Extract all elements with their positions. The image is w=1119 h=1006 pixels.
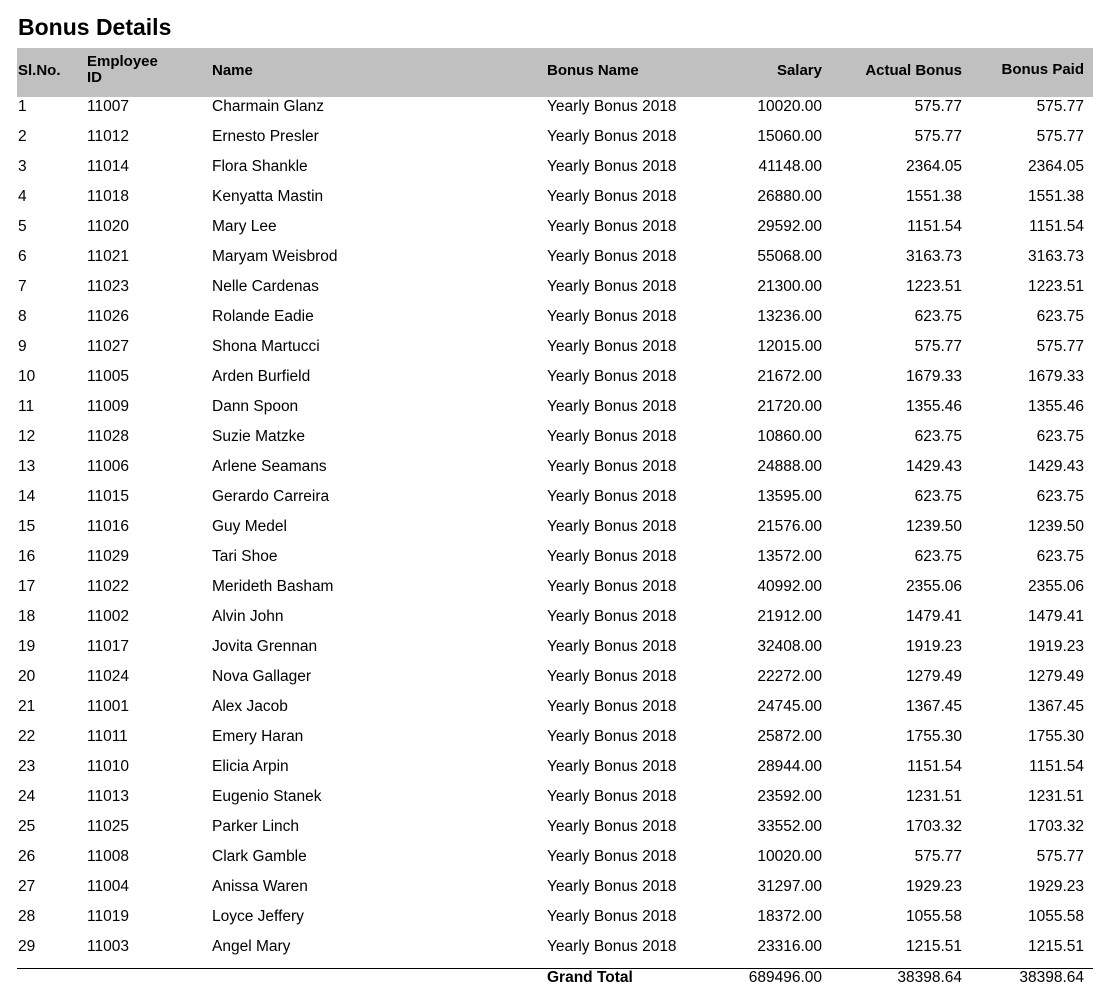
cell-salary: 12015.00	[757, 338, 822, 355]
cell-sl-no: 21	[18, 698, 36, 715]
cell-actual-bonus: 1355.46	[905, 398, 962, 415]
cell-sl-no: 7	[18, 278, 27, 295]
cell-actual-bonus: 575.77	[914, 338, 962, 355]
table-row	[17, 782, 1093, 812]
cell-bonus-paid: 1479.41	[1027, 608, 1084, 625]
cell-actual-bonus: 1703.32	[905, 818, 962, 835]
grand-total-salary: 689496.00	[748, 969, 822, 986]
cell-salary: 21300.00	[757, 278, 822, 295]
table-row	[17, 842, 1093, 872]
cell-sl-no: 2	[18, 128, 27, 145]
cell-bonus-name: Yearly Bonus 2018	[547, 878, 677, 895]
cell-salary: 24745.00	[757, 698, 822, 715]
cell-name: Arlene Seamans	[212, 458, 327, 475]
cell-sl-no: 15	[18, 518, 36, 535]
cell-sl-no: 9	[18, 338, 27, 355]
cell-salary: 55068.00	[757, 248, 822, 265]
cell-name: Rolande Eadie	[212, 308, 314, 325]
cell-bonus-name: Yearly Bonus 2018	[547, 488, 677, 505]
column-header-bonus-name: Bonus Name	[547, 62, 639, 79]
cell-employee-id: 11020	[87, 218, 129, 235]
cell-salary: 21672.00	[757, 368, 822, 385]
cell-bonus-name: Yearly Bonus 2018	[547, 158, 677, 175]
cell-sl-no: 6	[18, 248, 27, 265]
cell-name: Eugenio Stanek	[212, 788, 322, 805]
cell-name: Arden Burfield	[212, 368, 311, 385]
cell-salary: 21576.00	[757, 518, 822, 535]
cell-actual-bonus: 1279.49	[905, 668, 962, 685]
cell-salary: 32408.00	[757, 638, 822, 655]
table-row	[17, 602, 1093, 632]
cell-bonus-paid: 1551.38	[1027, 188, 1084, 205]
cell-sl-no: 1	[18, 98, 27, 115]
cell-bonus-name: Yearly Bonus 2018	[547, 248, 677, 265]
cell-actual-bonus: 1429.43	[905, 458, 962, 475]
cell-bonus-name: Yearly Bonus 2018	[547, 608, 677, 625]
cell-bonus-name: Yearly Bonus 2018	[547, 848, 677, 865]
cell-sl-no: 22	[18, 728, 36, 745]
cell-employee-id: 11016	[87, 518, 129, 535]
grand-total-actual-bonus: 38398.64	[897, 969, 962, 986]
cell-bonus-name: Yearly Bonus 2018	[547, 458, 677, 475]
cell-bonus-paid: 623.75	[1036, 428, 1084, 445]
cell-sl-no: 16	[18, 548, 36, 565]
cell-name: Alvin John	[212, 608, 284, 625]
cell-sl-no: 27	[18, 878, 36, 895]
cell-bonus-name: Yearly Bonus 2018	[547, 668, 677, 685]
cell-salary: 21720.00	[757, 398, 822, 415]
cell-employee-id: 11021	[87, 248, 129, 265]
cell-salary: 22272.00	[757, 668, 822, 685]
cell-bonus-name: Yearly Bonus 2018	[547, 908, 677, 925]
cell-name: Shona Martucci	[212, 338, 320, 355]
cell-bonus-paid: 1919.23	[1027, 638, 1084, 655]
cell-bonus-paid: 623.75	[1036, 488, 1084, 505]
cell-actual-bonus: 623.75	[914, 548, 962, 565]
cell-bonus-name: Yearly Bonus 2018	[547, 308, 677, 325]
cell-actual-bonus: 575.77	[914, 128, 962, 145]
cell-salary: 18372.00	[757, 908, 822, 925]
cell-sl-no: 10	[18, 368, 36, 385]
table-row	[17, 422, 1093, 452]
cell-actual-bonus: 1755.30	[905, 728, 962, 745]
grand-total-row	[17, 968, 1093, 988]
cell-employee-id: 11009	[87, 398, 129, 415]
cell-employee-id: 11014	[87, 158, 129, 175]
cell-actual-bonus: 1679.33	[905, 368, 962, 385]
cell-employee-id: 11007	[87, 98, 129, 115]
cell-bonus-name: Yearly Bonus 2018	[547, 398, 677, 415]
table-row	[17, 482, 1093, 512]
cell-name: Suzie Matzke	[212, 428, 306, 445]
cell-employee-id: 11026	[87, 308, 129, 325]
cell-sl-no: 5	[18, 218, 27, 235]
cell-name: Angel Mary	[212, 938, 291, 955]
cell-sl-no: 11	[18, 398, 35, 415]
cell-actual-bonus: 1479.41	[905, 608, 962, 625]
cell-actual-bonus: 1231.51	[905, 788, 962, 805]
cell-sl-no: 8	[18, 308, 27, 325]
table-row	[17, 332, 1093, 362]
cell-bonus-name: Yearly Bonus 2018	[547, 638, 677, 655]
cell-salary: 25872.00	[757, 728, 822, 745]
cell-employee-id: 11027	[87, 338, 129, 355]
cell-sl-no: 12	[18, 428, 36, 445]
column-header-sl-no: Sl.No.	[18, 62, 61, 79]
cell-name: Nova Gallager	[212, 668, 312, 685]
cell-name: Flora Shankle	[212, 158, 308, 175]
cell-bonus-paid: 1279.49	[1027, 668, 1084, 685]
cell-sl-no: 4	[18, 188, 27, 205]
cell-bonus-paid: 623.75	[1036, 308, 1084, 325]
table-row	[17, 542, 1093, 572]
cell-bonus-paid: 575.77	[1036, 338, 1084, 355]
cell-salary: 23592.00	[757, 788, 822, 805]
table-row	[17, 662, 1093, 692]
table-row	[17, 212, 1093, 242]
cell-sl-no: 13	[18, 458, 36, 475]
cell-sl-no: 19	[18, 638, 36, 655]
cell-bonus-paid: 2364.05	[1027, 158, 1084, 175]
cell-employee-id: 11017	[87, 638, 129, 655]
cell-sl-no: 23	[18, 758, 36, 775]
cell-employee-id: 11010	[87, 758, 129, 775]
cell-bonus-paid: 1929.23	[1027, 878, 1084, 895]
cell-salary: 10020.00	[757, 848, 822, 865]
cell-name: Mary Lee	[212, 218, 277, 235]
cell-bonus-name: Yearly Bonus 2018	[547, 818, 677, 835]
table-row	[17, 152, 1093, 182]
cell-bonus-paid: 1679.33	[1027, 368, 1084, 385]
cell-salary: 33552.00	[757, 818, 822, 835]
cell-bonus-paid: 3163.73	[1027, 248, 1084, 265]
cell-salary: 26880.00	[757, 188, 822, 205]
table-row	[17, 122, 1093, 152]
cell-name: Kenyatta Mastin	[212, 188, 324, 205]
cell-bonus-paid: 1151.54	[1029, 758, 1084, 775]
cell-bonus-paid: 1355.46	[1027, 398, 1084, 415]
cell-actual-bonus: 1151.54	[907, 758, 962, 775]
cell-bonus-name: Yearly Bonus 2018	[547, 98, 677, 115]
cell-salary: 13236.00	[757, 308, 822, 325]
table-row	[17, 632, 1093, 662]
table-row	[17, 872, 1093, 902]
cell-actual-bonus: 1929.23	[905, 878, 962, 895]
cell-actual-bonus: 1223.51	[905, 278, 962, 295]
cell-bonus-name: Yearly Bonus 2018	[547, 788, 677, 805]
cell-bonus-paid: 1215.51	[1027, 938, 1084, 955]
cell-employee-id: 11004	[87, 878, 129, 895]
cell-name: Alex Jacob	[212, 698, 288, 715]
cell-name: Parker Linch	[212, 818, 300, 835]
table-row	[17, 692, 1093, 722]
cell-employee-id: 11002	[87, 608, 129, 625]
cell-salary: 24888.00	[757, 458, 822, 475]
cell-bonus-paid: 575.77	[1036, 848, 1084, 865]
cell-name: Maryam Weisbrod	[212, 248, 338, 265]
cell-employee-id: 11029	[87, 548, 129, 565]
cell-bonus-paid: 1151.54	[1029, 218, 1084, 235]
cell-name: Charmain Glanz	[212, 98, 324, 115]
cell-actual-bonus: 575.77	[914, 848, 962, 865]
cell-salary: 41148.00	[758, 158, 822, 175]
cell-sl-no: 17	[18, 578, 36, 595]
cell-employee-id: 11022	[87, 578, 129, 595]
column-header-name: Name	[212, 62, 253, 79]
cell-salary: 21912.00	[757, 608, 822, 625]
cell-sl-no: 18	[18, 608, 36, 625]
cell-salary: 28944.00	[757, 758, 822, 775]
cell-name: Gerardo Carreira	[212, 488, 330, 505]
table-row	[17, 242, 1093, 272]
cell-sl-no: 14	[18, 488, 36, 505]
grand-total-bonus-paid: 38398.64	[1019, 969, 1084, 986]
cell-bonus-name: Yearly Bonus 2018	[547, 518, 677, 535]
cell-bonus-paid: 575.77	[1036, 98, 1084, 115]
cell-sl-no: 20	[18, 668, 36, 685]
cell-name: Elicia Arpin	[212, 758, 289, 775]
cell-name: Tari Shoe	[212, 548, 278, 565]
table-row	[17, 92, 1093, 122]
cell-salary: 13572.00	[757, 548, 822, 565]
cell-actual-bonus: 623.75	[914, 428, 962, 445]
cell-bonus-name: Yearly Bonus 2018	[547, 338, 677, 355]
cell-actual-bonus: 3163.73	[905, 248, 962, 265]
cell-actual-bonus: 1055.58	[905, 908, 962, 925]
table-row	[17, 182, 1093, 212]
grand-total-label: Grand Total	[547, 969, 633, 986]
cell-name: Loyce Jeffery	[212, 908, 304, 925]
cell-employee-id: 11015	[87, 488, 129, 505]
cell-actual-bonus: 2364.05	[905, 158, 962, 175]
cell-bonus-name: Yearly Bonus 2018	[547, 728, 677, 745]
cell-employee-id: 11008	[87, 848, 129, 865]
cell-bonus-paid: 2355.06	[1027, 578, 1084, 595]
cell-bonus-name: Yearly Bonus 2018	[547, 428, 677, 445]
cell-employee-id: 11005	[87, 368, 129, 385]
table-row	[17, 722, 1093, 752]
cell-name: Merideth Basham	[212, 578, 334, 595]
column-header-actual-bonus: Actual Bonus	[865, 62, 962, 79]
page-title: Bonus Details	[18, 14, 172, 40]
table-row	[17, 452, 1093, 482]
cell-employee-id: 11012	[87, 128, 129, 145]
cell-salary: 10860.00	[757, 428, 822, 445]
cell-name: Jovita Grennan	[212, 638, 318, 655]
cell-employee-id: 11024	[87, 668, 129, 685]
cell-employee-id: 11006	[87, 458, 129, 475]
table-row	[17, 272, 1093, 302]
cell-actual-bonus: 623.75	[914, 488, 962, 505]
table-row	[17, 512, 1093, 542]
cell-employee-id: 11001	[87, 698, 129, 715]
cell-bonus-name: Yearly Bonus 2018	[547, 188, 677, 205]
cell-actual-bonus: 1151.54	[907, 218, 962, 235]
cell-employee-id: 11003	[87, 938, 129, 955]
cell-bonus-paid: 1703.32	[1027, 818, 1084, 835]
cell-name: Ernesto Presler	[212, 128, 319, 145]
cell-bonus-paid: 1223.51	[1027, 278, 1084, 295]
cell-bonus-name: Yearly Bonus 2018	[547, 578, 677, 595]
cell-name: Dann Spoon	[212, 398, 299, 415]
table-row	[17, 932, 1093, 962]
cell-actual-bonus: 575.77	[914, 98, 962, 115]
cell-employee-id: 11025	[87, 818, 129, 835]
cell-name: Guy Medel	[212, 518, 287, 535]
cell-employee-id: 11028	[87, 428, 129, 445]
table-header	[17, 48, 1093, 97]
cell-salary: 10020.00	[757, 98, 822, 115]
table-row	[17, 302, 1093, 332]
cell-bonus-name: Yearly Bonus 2018	[547, 548, 677, 565]
cell-bonus-name: Yearly Bonus 2018	[547, 938, 677, 955]
cell-actual-bonus: 1367.45	[905, 698, 962, 715]
cell-actual-bonus: 1919.23	[905, 638, 962, 655]
cell-bonus-name: Yearly Bonus 2018	[547, 128, 677, 145]
cell-bonus-paid: 1055.58	[1027, 908, 1084, 925]
column-header-salary: Salary	[776, 62, 822, 79]
cell-name: Clark Gamble	[212, 848, 307, 865]
cell-actual-bonus: 1551.38	[905, 188, 962, 205]
cell-employee-id: 11023	[87, 278, 129, 295]
cell-salary: 40992.00	[757, 578, 822, 595]
cell-bonus-name: Yearly Bonus 2018	[547, 368, 677, 385]
table-body	[17, 92, 1093, 962]
cell-actual-bonus: 623.75	[914, 308, 962, 325]
cell-salary: 29592.00	[757, 218, 822, 235]
cell-salary: 15060.00	[757, 128, 822, 145]
cell-bonus-name: Yearly Bonus 2018	[547, 758, 677, 775]
cell-actual-bonus: 1215.51	[905, 938, 962, 955]
cell-sl-no: 26	[18, 848, 36, 865]
cell-employee-id: 11011	[87, 728, 128, 745]
cell-salary: 13595.00	[757, 488, 822, 505]
table-row	[17, 902, 1093, 932]
cell-employee-id: 11018	[87, 188, 129, 205]
cell-bonus-paid: 1231.51	[1027, 788, 1084, 805]
column-header-employee-id: Employee ID	[87, 53, 158, 86]
cell-bonus-name: Yearly Bonus 2018	[547, 698, 677, 715]
cell-sl-no: 25	[18, 818, 36, 835]
cell-bonus-paid: 575.77	[1036, 128, 1084, 145]
cell-bonus-paid: 1367.45	[1027, 698, 1084, 715]
cell-bonus-paid: 1239.50	[1027, 518, 1084, 535]
cell-employee-id: 11019	[87, 908, 129, 925]
cell-name: Anissa Waren	[212, 878, 308, 895]
table-row	[17, 572, 1093, 602]
cell-sl-no: 24	[18, 788, 36, 805]
cell-sl-no: 28	[18, 908, 36, 925]
cell-salary: 31297.00	[757, 878, 822, 895]
cell-actual-bonus: 2355.06	[905, 578, 962, 595]
table-row	[17, 392, 1093, 422]
cell-bonus-paid: 1429.43	[1027, 458, 1084, 475]
column-header-bonus-paid: Bonus Paid	[1001, 61, 1084, 78]
table-row	[17, 812, 1093, 842]
cell-bonus-paid: 623.75	[1036, 548, 1084, 565]
cell-bonus-name: Yearly Bonus 2018	[547, 278, 677, 295]
cell-actual-bonus: 1239.50	[905, 518, 962, 535]
cell-bonus-paid: 1755.30	[1027, 728, 1084, 745]
cell-employee-id: 11013	[87, 788, 129, 805]
cell-salary: 23316.00	[757, 938, 822, 955]
cell-bonus-name: Yearly Bonus 2018	[547, 218, 677, 235]
cell-sl-no: 3	[18, 158, 27, 175]
cell-name: Nelle Cardenas	[212, 278, 319, 295]
table-row	[17, 362, 1093, 392]
cell-name: Emery Haran	[212, 728, 304, 745]
table-row	[17, 752, 1093, 782]
cell-sl-no: 29	[18, 938, 36, 955]
